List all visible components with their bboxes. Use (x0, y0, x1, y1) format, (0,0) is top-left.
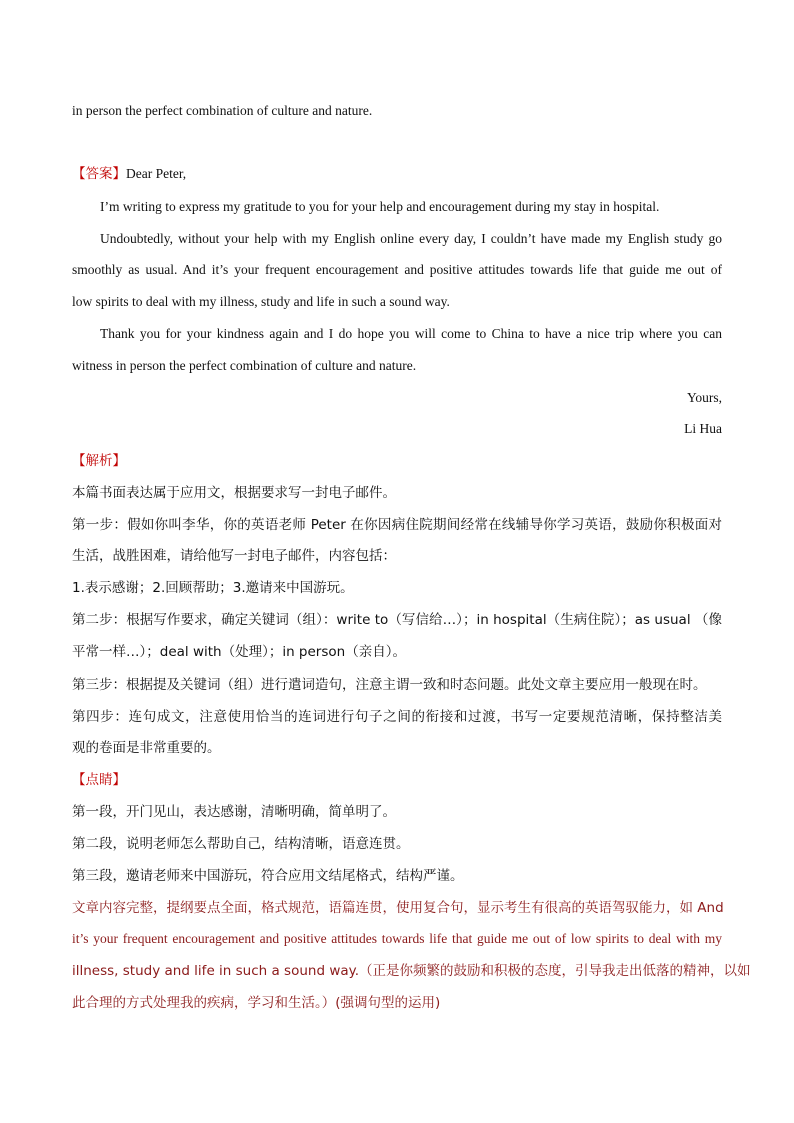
analysis-step-2-line-2: 平常一样…）；deal with（处理）；in person（亲自）。 (72, 644, 406, 660)
analysis-step-3: 第三步：根据提及关键词（组）进行遣词造句，注意主谓一致和时态问题。此处文章主要应用一般现在时。 (72, 677, 707, 693)
analysis-step-1-line-2: 生活，战胜困难，请给他写一封电子邮件，内容包括： (72, 548, 396, 564)
analysis-line-1: 本篇书面表达属于应用文，根据要求写一封电子邮件。 (72, 485, 396, 501)
comment-line-6: illness, study and life in such a sound way.（正是你频繁的鼓励和积极的态度，引导我走出低落的精神，以如 (72, 963, 751, 979)
comment-line-4: 文章内容完整，提纲要点全面，格式规范，语篇连贯，使用复合句，显示考生有很高的英语驾驭能力，如 And (72, 900, 724, 916)
comment-line-3: 第三段，邀请老师来中国游玩，符合应用文结尾格式，结构严谨。 (72, 868, 464, 884)
comment-line-5: it’s your frequent encouragement and positive attitudes towards life that guide me out of low spirits to deal with my (72, 931, 722, 946)
analysis-step-1-line-3: 1.表示感谢；2.回顾帮助；3.邀请来中国游玩。 (72, 580, 354, 596)
comment-line-1: 第一段，开门见山，表达感谢，清晰明确，简单明了。 (72, 804, 396, 820)
answer-paragraph-2-line-3: low spirits to deal with my illness, study and life in such a sound way. (72, 294, 450, 309)
answer-paragraph-2-line-1: Undoubtedly, without your help with my English online every day, I couldn’t have made my English study go (100, 231, 722, 246)
answer-label: 【答案】 (72, 166, 126, 182)
answer-paragraph-3-line-1: Thank you for your kindness again and I do hope you will come to China to have a nice trip where you can (100, 326, 722, 341)
analysis-step-1-line-1: 第一步：假如你叫李华，你的英语老师 Peter 在你因病住院期间经常在线辅导你学习英语，鼓励你积极面对 (72, 517, 722, 533)
analysis-step-4-line-1: 第四步：连句成文，注意使用恰当的连词进行句子之间的衔接和过渡，书写一定要规范清晰，保持整洁美 (72, 709, 722, 725)
comment-label: 【点睛】 (72, 772, 126, 788)
analysis-step-2-line-1: 第二步：根据写作要求，确定关键词（组）：write to（写信给…）；in hospital（生病住院）；as usual （像 (72, 612, 722, 628)
answer-salutation: Dear Peter, (126, 166, 187, 181)
answer-paragraph-1: I’m writing to express my gratitude to you for your help and encouragement during my stay in hospital. (100, 199, 660, 214)
analysis-label: 【解析】 (72, 453, 126, 469)
answer-paragraph-3-line-2: witness in person the perfect combination of culture and nature. (72, 358, 417, 373)
letter-signature: Li Hua (684, 421, 722, 436)
answer-heading-row (72, 166, 722, 182)
letter-closing: Yours, (686, 390, 722, 405)
answer-paragraph-2-line-2: smoothly as usual. And it’s your frequent encouragement and positive attitudes towards life that guide me out of (72, 262, 722, 277)
comment-line-2: 第二段，说明老师怎么帮助自己，结构清晰，语意连贯。 (72, 836, 410, 852)
analysis-step-4-line-2: 观的卷面是非常重要的。 (72, 740, 221, 756)
comment-line-7: 此合理的方式处理我的疾病，学习和生活。）(强调句型的运用) (72, 995, 441, 1011)
continued-line: in person the perfect combination of culture and nature. (72, 103, 373, 118)
